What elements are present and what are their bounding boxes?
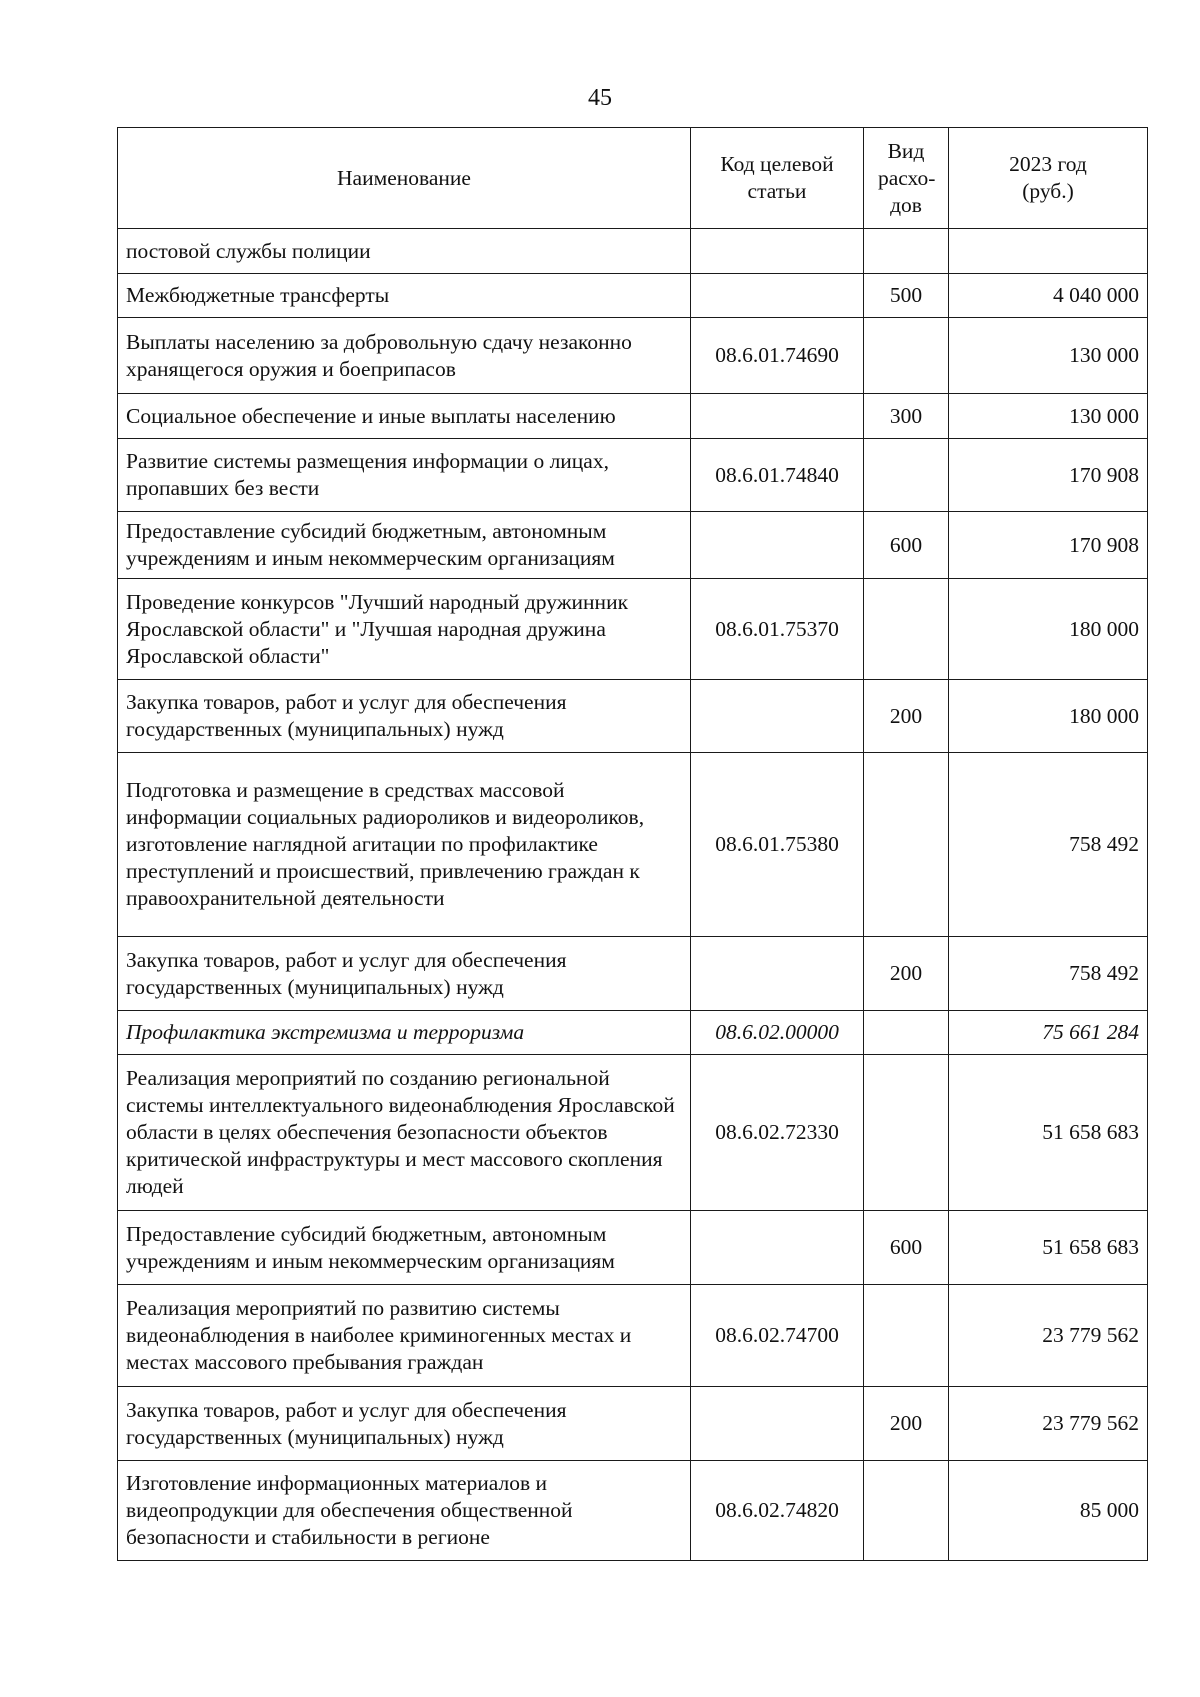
row-kind: 200 xyxy=(864,680,949,753)
row-name: Закупка товаров, работ и услуг для обеспечения государственных (муниципальных) нужд xyxy=(118,680,691,753)
row-amount: 51 658 683 xyxy=(949,1211,1148,1285)
table-row xyxy=(118,1387,1148,1461)
header-kind: Вид расхо-дов xyxy=(864,128,949,229)
header-year: 2023 год (руб.) xyxy=(949,128,1148,229)
row-amount: 75 661 284 xyxy=(949,1011,1148,1055)
table-row xyxy=(118,394,1148,439)
row-code xyxy=(691,1211,864,1285)
table-row xyxy=(118,680,1148,753)
row-amount: 180 000 xyxy=(949,680,1148,753)
row-kind xyxy=(864,1055,949,1211)
row-name: Развитие системы размещения информации о лицах, пропавших без вести xyxy=(118,439,691,512)
row-kind xyxy=(864,1285,949,1387)
header-code: Код целевой статьи xyxy=(691,128,864,229)
table-row xyxy=(118,753,1148,937)
row-amount: 758 492 xyxy=(949,937,1148,1011)
budget-table xyxy=(117,127,1148,1561)
row-code: 08.6.02.72330 xyxy=(691,1055,864,1211)
row-name: Межбюджетные трансферты xyxy=(118,274,691,318)
row-amount: 170 908 xyxy=(949,512,1148,579)
row-amount: 23 779 562 xyxy=(949,1285,1148,1387)
table-row xyxy=(118,1211,1148,1285)
row-code: 08.6.01.75370 xyxy=(691,579,864,680)
row-kind xyxy=(864,753,949,937)
row-code: 08.6.01.74840 xyxy=(691,439,864,512)
row-name: Проведение конкурсов "Лучший народный дружинник Ярославской области" и "Лучшая народная дружина Ярославской области" xyxy=(118,579,691,680)
row-kind: 200 xyxy=(864,1387,949,1461)
table-row-section xyxy=(118,1011,1148,1055)
row-name: Предоставление субсидий бюджетным, автономным учреждениям и иным некоммерческим организациям xyxy=(118,512,691,579)
row-amount xyxy=(949,229,1148,274)
row-name: Предоставление субсидий бюджетным, автономным учреждениям и иным некоммерческим организациям xyxy=(118,1211,691,1285)
table-row xyxy=(118,512,1148,579)
row-code: 08.6.01.74690 xyxy=(691,318,864,394)
row-code: 08.6.02.74700 xyxy=(691,1285,864,1387)
row-kind xyxy=(864,579,949,680)
row-kind xyxy=(864,318,949,394)
row-amount: 51 658 683 xyxy=(949,1055,1148,1211)
row-name: Закупка товаров, работ и услуг для обеспечения государственных (муниципальных) нужд xyxy=(118,1387,691,1461)
row-name: Реализация мероприятий по созданию региональной системы интеллектуального видеонаблюдения Ярославской области в целях обеспечения безопасности объектов критической инфраструктуры и мест массового скопления людей xyxy=(118,1055,691,1211)
table-row xyxy=(118,937,1148,1011)
row-name: Изготовление информационных материалов и видеопродукции для обеспечения общественной безопасности и стабильности в регионе xyxy=(118,1461,691,1561)
row-code xyxy=(691,229,864,274)
row-amount: 85 000 xyxy=(949,1461,1148,1561)
row-amount: 130 000 xyxy=(949,394,1148,439)
row-code: 08.6.02.74820 xyxy=(691,1461,864,1561)
row-code xyxy=(691,680,864,753)
row-kind xyxy=(864,1461,949,1561)
row-name: Социальное обеспечение и иные выплаты населению xyxy=(118,394,691,439)
row-code xyxy=(691,937,864,1011)
row-kind: 600 xyxy=(864,512,949,579)
row-kind: 200 xyxy=(864,937,949,1011)
row-name: Реализация мероприятий по развитию системы видеонаблюдения в наиболее криминогенных местах и местах массового пребывания граждан xyxy=(118,1285,691,1387)
row-name: Закупка товаров, работ и услуг для обеспечения государственных (муниципальных) нужд xyxy=(118,937,691,1011)
row-name: Профилактика экстремизма и терроризма xyxy=(118,1011,691,1055)
row-code: 08.6.02.00000 xyxy=(691,1011,864,1055)
table-row xyxy=(118,1055,1148,1211)
table-row xyxy=(118,1461,1148,1561)
row-kind: 500 xyxy=(864,274,949,318)
row-amount: 130 000 xyxy=(949,318,1148,394)
row-code xyxy=(691,394,864,439)
page-number: 45 xyxy=(588,85,612,111)
row-code xyxy=(691,512,864,579)
table-row xyxy=(118,1285,1148,1387)
row-kind: 300 xyxy=(864,394,949,439)
row-name: постовой службы полиции xyxy=(118,229,691,274)
table-row xyxy=(118,229,1148,274)
row-kind xyxy=(864,1011,949,1055)
row-amount: 4 040 000 xyxy=(949,274,1148,318)
row-kind xyxy=(864,229,949,274)
row-kind: 600 xyxy=(864,1211,949,1285)
table-row xyxy=(118,318,1148,394)
table-header-row xyxy=(118,128,1148,229)
table-row xyxy=(118,274,1148,318)
table-row xyxy=(118,579,1148,680)
header-name: Наименование xyxy=(118,128,691,229)
row-code xyxy=(691,1387,864,1461)
row-amount: 180 000 xyxy=(949,579,1148,680)
row-amount: 23 779 562 xyxy=(949,1387,1148,1461)
row-code xyxy=(691,274,864,318)
row-name: Выплаты населению за добровольную сдачу незаконно хранящегося оружия и боеприпасов xyxy=(118,318,691,394)
row-amount: 170 908 xyxy=(949,439,1148,512)
table-row xyxy=(118,439,1148,512)
row-name: Подготовка и размещение в средствах массовой информации социальных радиороликов и видеороликов, изготовление наглядной агитации по профилактике преступлений и происшествий, привлечению граждан к правоохранительной деятельности xyxy=(118,753,691,937)
row-kind xyxy=(864,439,949,512)
row-code: 08.6.01.75380 xyxy=(691,753,864,937)
row-amount: 758 492 xyxy=(949,753,1148,937)
